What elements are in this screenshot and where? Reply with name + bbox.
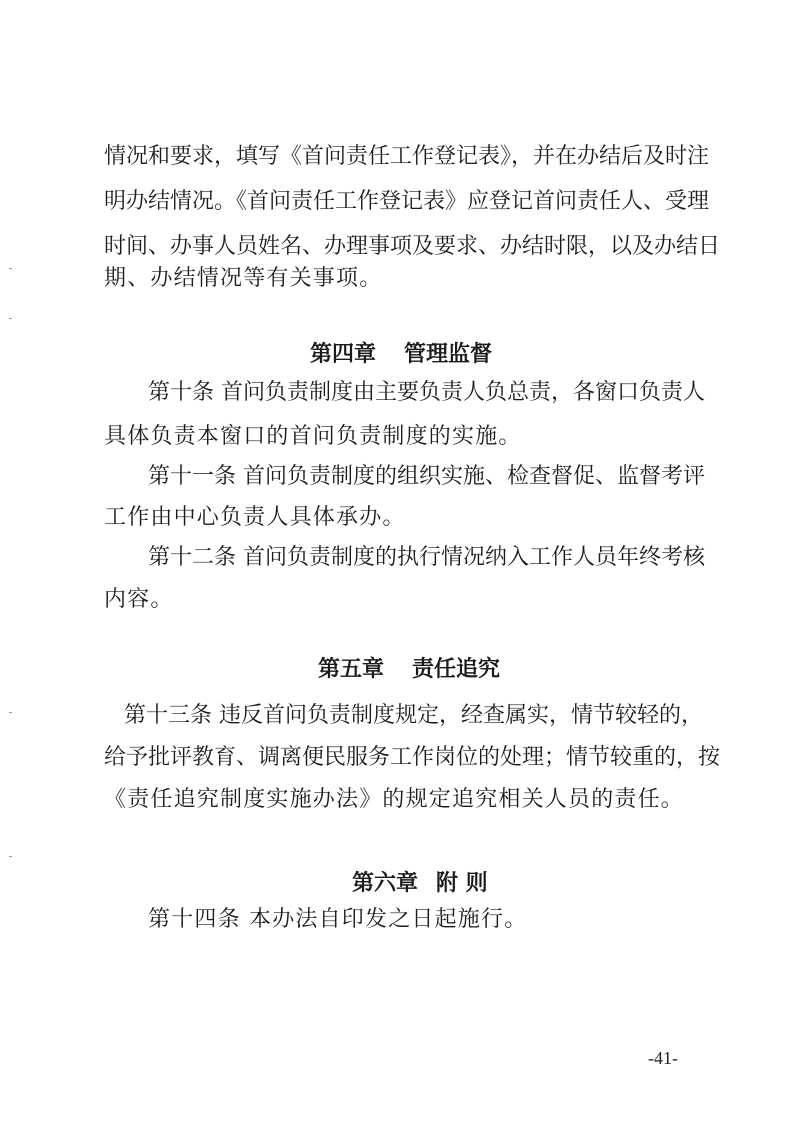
chapter-heading [310,340,492,370]
article-line: 《责任追究制度实施办法》的规定追究相关人员的责任。 [104,787,685,812]
chapter-heading [352,869,488,899]
paragraph-line: 情况和要求，填写《首问责任工作登记表》，并在办结后及时注 [104,144,710,169]
article-line: 第十二条 首问负责制度的执行情况纳入工作人员年终考核 [148,545,705,570]
chapter-title: 责任追究 [412,657,501,682]
paragraph-line: 明办结情况。《首问责任工作登记表》应登记首问责任人、受理 [104,189,710,214]
article-line: 具体负责本窗口的首问负责制度的实施。 [104,424,522,449]
article-line: 内容。 [104,587,174,612]
scan-mark [9,318,12,319]
page-number: -41- [648,1048,678,1068]
chapter-heading [318,655,500,685]
chapter-number: 第六章 [352,871,419,896]
scan-mark [9,712,12,713]
article-line: 给予批评教育、调离便民服务工作岗位的处理；情节较重的，按 [104,745,721,770]
chapter-number: 第五章 [318,657,385,682]
chapter-number: 第四章 [310,342,377,367]
article-line: 第十四条 本办法自印发之日起施行。 [148,907,528,932]
article-line: 第十一条 首问负责制度的组织实施、检查督促、监督考评 [148,464,705,489]
article-line: 第十三条 违反首问负责制度规定，经查属实，情节较轻的， [124,703,703,728]
paragraph-line: 期、办结情况等有关事项。 [104,266,383,291]
scan-mark [9,856,12,857]
chapter-title: 管理监督 [404,342,493,367]
chapter-title: 附 则 [436,871,488,896]
article-line: 第十条 首问负责制度由主要负责人负总责，各窗口负责人 [148,380,705,405]
article-line: 工作由中心负责人具体承办。 [104,505,406,530]
scan-mark [9,268,12,269]
paragraph-line: 时间、办事人员姓名、办理事项及要求、办结时限，以及办结日 [104,234,721,259]
